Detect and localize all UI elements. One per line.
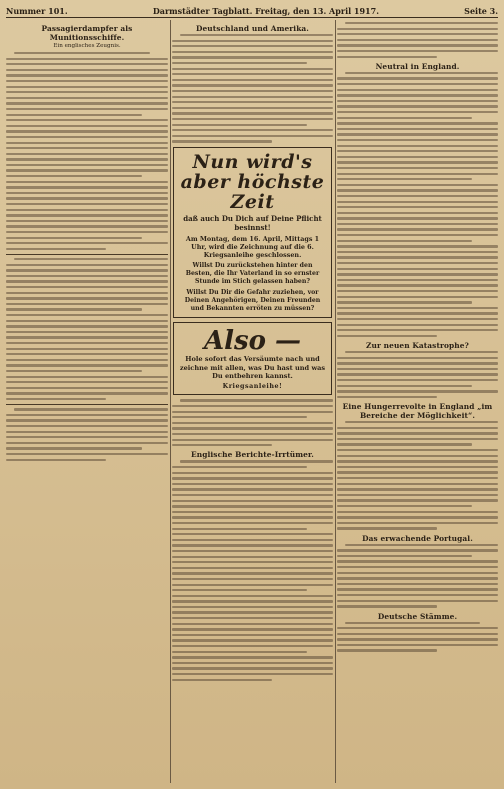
- text-line: [172, 422, 333, 424]
- text-line: [337, 588, 498, 590]
- text-line: [337, 477, 498, 479]
- text-line: [337, 117, 472, 119]
- text-line: [6, 447, 142, 449]
- text-line: [172, 606, 333, 608]
- text-line: [337, 572, 498, 574]
- article-headline: Das erwachende Portugal.: [362, 533, 473, 543]
- text-line: [6, 348, 168, 350]
- text-line: [172, 488, 333, 490]
- text-line: [337, 156, 498, 158]
- left-column: [6, 22, 168, 783]
- text-line: [337, 178, 472, 180]
- text-line: [6, 175, 142, 177]
- text-line: [172, 135, 333, 137]
- text-line: [172, 600, 333, 602]
- text-line: [172, 444, 272, 446]
- text-line: [6, 364, 168, 366]
- text-line: [6, 431, 168, 433]
- text-line: [172, 673, 333, 675]
- text-line: [337, 234, 498, 236]
- text-line: [337, 638, 498, 640]
- text-line: [6, 325, 168, 327]
- text-line: [337, 206, 498, 208]
- text-line: [337, 505, 472, 507]
- text-line: [6, 308, 142, 310]
- text-line: [14, 52, 150, 54]
- text-line: [172, 124, 307, 126]
- text-line: [172, 667, 333, 669]
- text-line: [337, 33, 498, 35]
- text-line: [337, 594, 498, 596]
- text-line: [14, 408, 168, 410]
- text-line: [6, 387, 168, 389]
- text-line: [6, 453, 168, 455]
- text-line: [172, 466, 307, 468]
- text-line: [172, 589, 307, 591]
- ad-question: Willst Du Dir die Gefahr zuziehen, vor Deinen Angehörigen, Deinen Freunden und Bekannten erröten zu müssen?: [184, 289, 321, 313]
- text-line: [172, 62, 307, 64]
- article-text: [337, 622, 498, 652]
- text-line: [6, 136, 168, 138]
- text-line: [6, 114, 142, 116]
- text-line: [345, 421, 498, 423]
- text-line: [172, 639, 333, 641]
- text-line: [172, 79, 333, 81]
- text-line: [172, 561, 333, 563]
- text-line: [337, 449, 498, 451]
- text-line: [6, 164, 168, 166]
- text-line: [337, 105, 498, 107]
- text-line: [172, 623, 333, 625]
- text-line: [172, 550, 333, 552]
- text-line: [337, 627, 498, 629]
- text-line: [337, 488, 498, 490]
- issue-number: Nummer 101.: [6, 5, 68, 16]
- text-line: [6, 442, 168, 444]
- text-line: [172, 68, 333, 70]
- ad-body: Am Montag, dem 16. April, Mittags 1 Uhr, wird die Zeichnung auf die 6. Kriegsanleihe geschlossen.: [185, 234, 320, 259]
- text-line: [172, 494, 333, 496]
- text-line: [337, 212, 498, 214]
- text-line: [337, 39, 498, 41]
- text-line: [337, 128, 498, 130]
- text-line: [337, 649, 437, 651]
- text-line: [345, 72, 498, 74]
- text-line: [172, 617, 333, 619]
- text-line: [337, 44, 498, 46]
- text-line: [337, 167, 498, 169]
- text-line: [172, 129, 333, 131]
- article-text: [337, 22, 498, 58]
- text-line: [337, 83, 498, 85]
- text-line: [337, 279, 498, 281]
- text-line: [337, 466, 498, 468]
- text-line: [337, 89, 498, 91]
- text-line: [6, 280, 168, 282]
- text-line: [337, 385, 472, 387]
- war-loan-advertisement-2: [173, 322, 332, 395]
- text-line: [172, 662, 333, 664]
- article-headline: Zur neuen Katastrophe?: [366, 341, 469, 351]
- text-line: [337, 312, 498, 314]
- article-headline: Eine Hungerrevolte in England „im Bereiche der Möglichkeit“.: [342, 402, 493, 421]
- text-line: [172, 416, 307, 418]
- text-line: [337, 217, 498, 219]
- text-line: [6, 381, 168, 383]
- text-line: [337, 555, 472, 557]
- text-line: [6, 248, 106, 250]
- text-line: [6, 74, 168, 76]
- text-line: [172, 578, 333, 580]
- text-line: [337, 644, 498, 646]
- text-line: [6, 398, 106, 400]
- article-text: [172, 460, 333, 680]
- text-line: [6, 376, 168, 378]
- text-line: [337, 427, 498, 429]
- text-line: [337, 256, 498, 258]
- text-line: [172, 628, 333, 630]
- text-line: [6, 359, 168, 361]
- ad-signature: Kriegsanleihe!: [222, 382, 283, 391]
- text-line: [337, 329, 498, 331]
- text-line: [172, 511, 333, 513]
- text-line: [6, 419, 168, 421]
- article-text: [6, 52, 168, 250]
- text-line: [337, 460, 498, 462]
- text-line: [172, 118, 333, 120]
- text-line: [172, 101, 333, 103]
- text-line: [6, 147, 168, 149]
- text-line: [337, 368, 498, 370]
- text-line: [6, 192, 168, 194]
- text-line: [337, 335, 437, 337]
- text-line: [337, 362, 498, 364]
- text-line: [6, 370, 142, 372]
- text-line: [345, 544, 498, 546]
- text-line: [172, 572, 333, 574]
- text-line: [6, 231, 168, 233]
- text-line: [337, 228, 498, 230]
- text-line: [172, 567, 333, 569]
- article-headline: Deutsche Stämme.: [377, 611, 458, 621]
- text-line: [6, 80, 168, 82]
- text-line: [172, 634, 333, 636]
- text-line: [6, 197, 168, 199]
- masthead: [6, 4, 498, 18]
- text-line: [337, 633, 498, 635]
- text-line: [172, 427, 333, 429]
- text-line: [337, 100, 498, 102]
- text-line: [6, 303, 168, 305]
- text-line: [6, 353, 168, 355]
- text-line: [337, 577, 498, 579]
- text-line: [337, 583, 498, 585]
- text-line: [337, 245, 498, 247]
- text-line: [172, 500, 333, 502]
- text-line: [172, 651, 307, 653]
- text-line: [6, 425, 168, 427]
- text-line: [337, 527, 437, 529]
- page-number: Seite 3.: [464, 5, 498, 16]
- text-line: [337, 438, 498, 440]
- text-line: [6, 209, 168, 211]
- text-line: [337, 357, 498, 359]
- text-line: [337, 443, 472, 445]
- text-line: [172, 40, 333, 42]
- text-line: [337, 145, 498, 147]
- text-line: [6, 286, 168, 288]
- article-text: [6, 408, 168, 461]
- text-line: [6, 331, 168, 333]
- text-line: [172, 544, 333, 546]
- text-line: [337, 189, 498, 191]
- text-line: [6, 69, 168, 71]
- article-text: [337, 72, 498, 337]
- text-line: [337, 483, 498, 485]
- divider: [6, 254, 168, 255]
- text-line: [172, 140, 272, 142]
- text-line: [6, 125, 168, 127]
- text-line: [337, 301, 472, 303]
- ad-subline: daß auch Du Dich auf Deine Pflicht besinnst!: [183, 213, 322, 232]
- text-line: [6, 158, 168, 160]
- text-line: [6, 102, 168, 104]
- text-line: [337, 566, 498, 568]
- article-subhead: Ein englisches Zeugnis.: [53, 43, 121, 49]
- text-line: [345, 622, 480, 624]
- newspaper-title: Darmstädter Tagblatt. Freitag, den 13. April 1917.: [152, 5, 379, 16]
- text-line: [6, 225, 168, 227]
- text-line: [172, 584, 333, 586]
- text-line: [337, 201, 498, 203]
- text-line: [180, 399, 333, 401]
- text-line: [172, 645, 333, 647]
- ad-body: Hole sofort das Versäumte nach und zeichne mit allen, was Du hast und was Du entbehren kannst.: [179, 355, 326, 380]
- text-line: [337, 195, 498, 197]
- text-line: [6, 91, 168, 93]
- middle-column: [172, 22, 333, 783]
- text-line: [6, 459, 106, 461]
- text-line: [337, 455, 498, 457]
- text-line: [6, 203, 168, 205]
- text-line: [337, 122, 498, 124]
- ad-headline: Nun wird's aber höchste Zeit: [180, 150, 325, 213]
- text-line: [6, 58, 168, 60]
- text-line: [345, 22, 498, 24]
- article-headline: Deutschland und Amerika.: [196, 24, 309, 33]
- text-line: [6, 264, 168, 266]
- text-line: [6, 214, 168, 216]
- text-line: [337, 471, 498, 473]
- text-line: [337, 268, 498, 270]
- text-line: [180, 34, 333, 36]
- text-line: [337, 560, 498, 562]
- text-line: [337, 240, 472, 242]
- text-line: [337, 307, 498, 309]
- text-line: [172, 595, 333, 597]
- text-line: [172, 533, 333, 535]
- text-line: [337, 251, 498, 253]
- text-line: [337, 94, 498, 96]
- war-loan-advertisement: [173, 147, 332, 319]
- article-text: [337, 351, 498, 398]
- text-line: [172, 679, 272, 681]
- text-line: [337, 499, 498, 501]
- text-line: [172, 539, 333, 541]
- text-line: [337, 373, 498, 375]
- text-line: [172, 51, 333, 53]
- text-line: [6, 292, 168, 294]
- text-line: [337, 390, 498, 392]
- text-line: [337, 284, 498, 286]
- article-headline: Neutral in England.: [375, 61, 460, 71]
- text-line: [337, 28, 498, 30]
- text-line: [345, 351, 498, 353]
- article-text: [172, 399, 333, 446]
- text-line: [172, 405, 333, 407]
- text-line: [172, 84, 333, 86]
- text-line: [337, 133, 498, 135]
- text-line: [6, 336, 168, 338]
- text-line: [14, 258, 168, 260]
- text-line: [337, 511, 498, 513]
- text-line: [172, 483, 333, 485]
- text-line: [337, 324, 498, 326]
- text-line: [6, 130, 168, 132]
- text-line: [172, 90, 333, 92]
- text-line: [337, 522, 498, 524]
- text-line: [180, 460, 333, 462]
- text-line: [172, 477, 333, 479]
- text-line: [6, 86, 168, 88]
- text-line: [6, 342, 168, 344]
- text-line: [172, 73, 333, 75]
- text-line: [172, 439, 333, 441]
- text-line: [337, 56, 437, 58]
- text-line: [172, 411, 333, 413]
- text-line: [337, 173, 498, 175]
- text-line: [337, 516, 498, 518]
- text-line: [6, 275, 168, 277]
- text-line: [6, 97, 168, 99]
- text-line: [6, 242, 168, 244]
- text-line: [172, 112, 333, 114]
- text-line: [337, 161, 498, 163]
- text-line: [6, 297, 168, 299]
- text-line: [172, 528, 307, 530]
- text-line: [6, 269, 168, 271]
- text-line: [337, 262, 498, 264]
- text-line: [172, 505, 333, 507]
- text-line: [337, 494, 498, 496]
- article-text: [337, 544, 498, 608]
- text-line: [337, 296, 498, 298]
- text-line: [337, 223, 498, 225]
- text-line: [172, 107, 333, 109]
- text-line: [172, 516, 333, 518]
- text-line: [6, 392, 168, 394]
- text-line: [6, 220, 168, 222]
- text-line: [337, 379, 498, 381]
- text-line: [172, 522, 333, 524]
- text-line: [172, 556, 333, 558]
- text-line: [337, 273, 498, 275]
- text-line: [172, 45, 333, 47]
- article-text: [6, 258, 168, 400]
- text-line: [337, 318, 498, 320]
- text-line: [172, 656, 333, 658]
- text-line: [337, 50, 498, 52]
- text-line: [172, 96, 333, 98]
- text-line: [6, 119, 168, 121]
- ad-headline: Also —: [203, 326, 302, 357]
- right-column: [337, 22, 498, 783]
- text-line: [172, 611, 333, 613]
- text-line: [6, 314, 168, 316]
- text-line: [6, 63, 168, 65]
- text-line: [337, 184, 498, 186]
- text-line: [6, 320, 168, 322]
- text-line: [172, 472, 333, 474]
- column-rule: [170, 20, 171, 783]
- text-line: [6, 414, 168, 416]
- text-line: [6, 108, 168, 110]
- divider: [6, 404, 168, 405]
- article-text: [172, 34, 333, 143]
- text-line: [337, 600, 498, 602]
- ad-question: Willst Du zurückstehen hinter den Besten, die Ihr Vaterland in so ernster Stunde im Stich gelassen haben?: [185, 262, 320, 286]
- text-line: [337, 111, 498, 113]
- text-line: [337, 549, 498, 551]
- column-rule: [335, 20, 336, 783]
- text-line: [6, 169, 168, 171]
- text-line: [337, 432, 498, 434]
- text-line: [6, 186, 168, 188]
- text-line: [6, 181, 168, 183]
- text-line: [6, 237, 142, 239]
- text-line: [6, 436, 168, 438]
- text-line: [6, 142, 168, 144]
- text-line: [337, 77, 498, 79]
- text-line: [337, 290, 498, 292]
- text-line: [337, 150, 498, 152]
- article-text: [337, 421, 498, 530]
- article-headline: Englische Berichte-Irrtümer.: [191, 450, 314, 460]
- text-line: [337, 396, 437, 398]
- text-line: [337, 139, 498, 141]
- text-line: [337, 605, 437, 607]
- text-line: [172, 433, 333, 435]
- text-line: [6, 153, 168, 155]
- article-headline: Passagierdampfer als Munitionsschiffe.: [41, 24, 133, 42]
- text-line: [172, 56, 333, 58]
